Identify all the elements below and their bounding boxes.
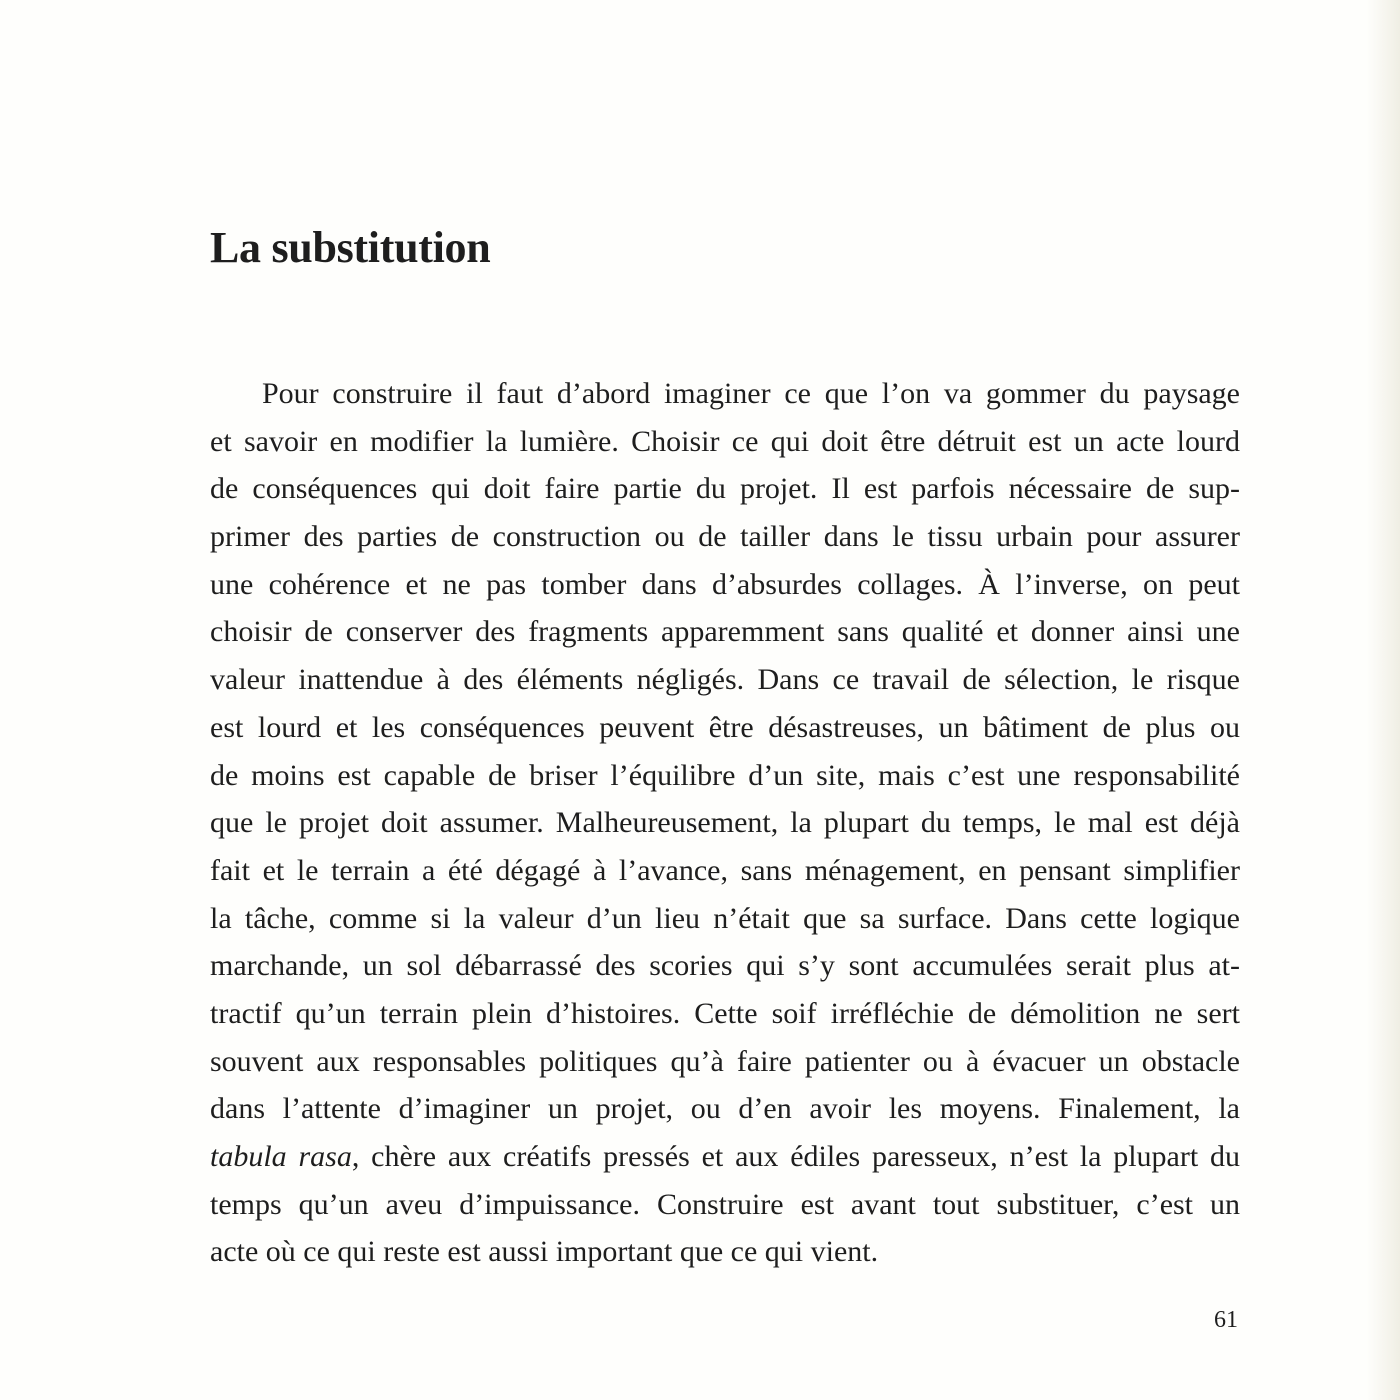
text-line: de conséquences qui doit faire partie du projet. Il est parfois nécessaire de sup- (210, 472, 1240, 506)
text-line: marchande, un sol débarrassé des scories qui s’y sont accumulées serait plus at- (210, 949, 1240, 983)
text-line: que le projet doit assumer. Malheureusement, la plupart du temps, le mal est déjà (210, 806, 1240, 840)
text-line-with-italic (210, 1133, 1240, 1181)
text-line: est lourd et les conséquences peuvent être désastreuses, un bâtiment de plus ou (210, 710, 1240, 744)
text-line-rest: , chère aux créatifs pressés et aux édiles paresseux, n’est la plupart du (351, 1140, 1240, 1173)
text-line: dans l’attente d’imaginer un projet, ou d’en avoir les moyens. Finalement, la (210, 1092, 1240, 1126)
page-edge-shadow (1366, 0, 1400, 1400)
text-line: fait et le terrain a été dégagé à l’avance, sans ménagement, en pensant simplifier (210, 853, 1240, 887)
text-line-last: acte où ce qui reste est aussi important que ce qui vient. (210, 1235, 879, 1269)
text-line: Pour construire il faut d’abord imaginer ce que l’on va gommer du paysage (262, 377, 1240, 410)
body-paragraph (210, 370, 1240, 1276)
text-line: souvent aux responsables politiques qu’à faire patienter ou à évacuer un obstacle (210, 1044, 1240, 1078)
text-line: et savoir en modifier la lumière. Choisir ce qui doit être détruit est un acte lourd (210, 424, 1240, 458)
text-line: de moins est capable de briser l’équilibre d’un site, mais c’est une responsabilité (210, 758, 1240, 792)
text-line: primer des parties de construction ou de tailler dans le tissu urbain pour assurer (210, 520, 1240, 554)
page-number: 61 (1214, 1307, 1238, 1333)
text-line: temps qu’un aveu d’impuissance. Construire est avant tout substituer, c’est un (210, 1187, 1240, 1221)
text-line: choisir de conserver des fragments apparemment sans qualité et donner ainsi une (210, 615, 1240, 649)
text-line: tractif qu’un terrain plein d’histoires. Cette soif irréfléchie de démolition ne sert (210, 996, 1240, 1030)
chapter-title: La substitution (210, 223, 491, 272)
italic-phrase: tabula rasa (210, 1140, 352, 1173)
text-line: une cohérence et ne pas tomber dans d’absurdes collages. À l’inverse, on peut (210, 567, 1240, 601)
text-line: la tâche, comme si la valeur d’un lieu n’était que sa surface. Dans cette logique (210, 901, 1240, 935)
text-line: valeur inattendue à des éléments négligés. Dans ce travail de sélection, le risque (210, 663, 1240, 697)
